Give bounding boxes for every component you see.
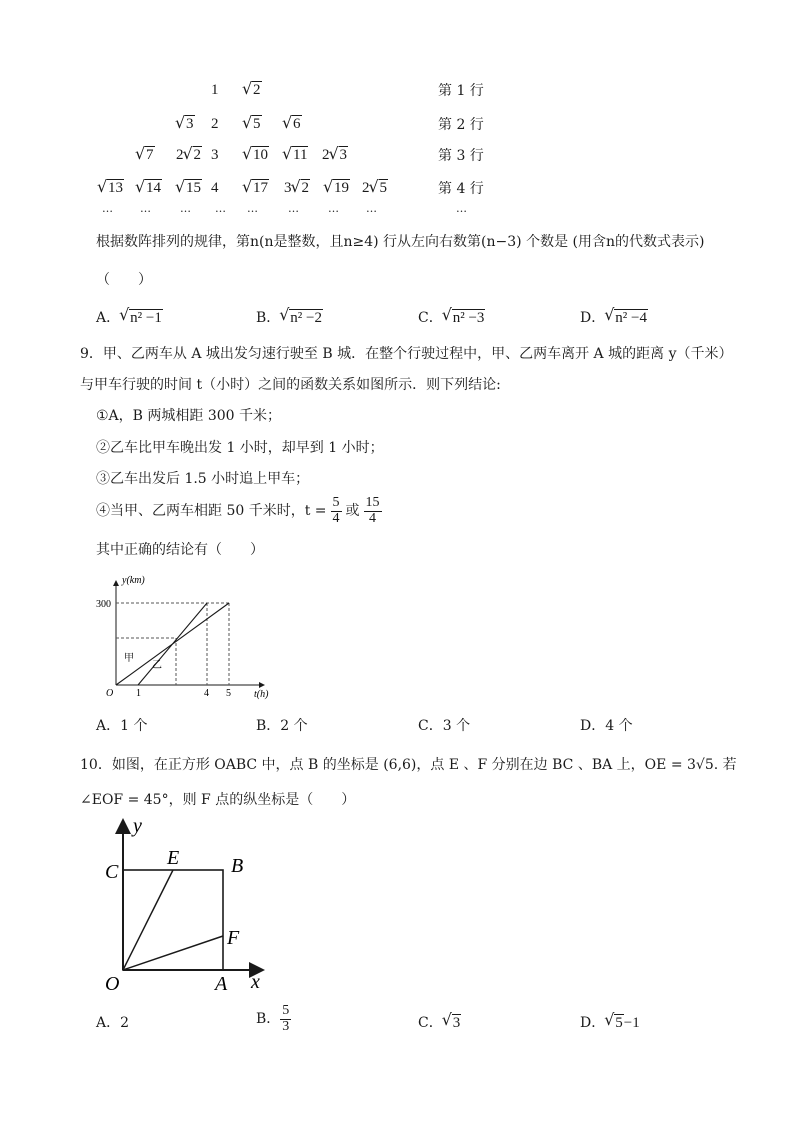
q10-stem-line2: ∠EOF = 45°，则 F 点的纵坐标是（ ） — [80, 792, 356, 808]
radicand: 3 — [339, 147, 347, 163]
matrix-ellipsis: … — [140, 202, 151, 215]
q8-option — [256, 308, 323, 328]
matrix-ellipsis: … — [180, 202, 191, 215]
frac-num: 5 — [282, 1003, 290, 1018]
radicand: 17 — [253, 180, 268, 196]
sqrt — [605, 308, 648, 328]
row-label: 第 1 行 — [438, 83, 484, 99]
line-yi — [138, 603, 207, 685]
matrix-ellipsis: … — [366, 202, 377, 215]
matrix-cell — [283, 147, 308, 164]
coefficient: 2 — [362, 180, 370, 196]
q9-or: 或 — [345, 503, 360, 520]
q9-function-graph — [94, 575, 274, 700]
q9-fraction-2 — [364, 496, 382, 526]
label-E: E — [167, 847, 180, 869]
label-B: B — [231, 855, 244, 877]
radicand: 3 — [452, 1015, 461, 1031]
q9-conclusion-1: ①A，B 两城相距 300 千米； — [96, 408, 282, 424]
matrix-cell: 4 — [211, 180, 219, 196]
matrix-ellipsis: … — [102, 202, 113, 215]
matrix-ellipsis: … — [328, 202, 339, 215]
q9-c4-text: ④当甲、乙两车相距 50 千米时，t = — [96, 503, 327, 520]
radicand: 14 — [146, 180, 161, 196]
q8-paren: （ ） — [96, 272, 152, 288]
label-x: x — [251, 971, 260, 993]
coefficient: 3 — [284, 180, 292, 196]
q10-option-d — [580, 1013, 640, 1033]
sqrt — [136, 147, 155, 164]
matrix-cell — [176, 147, 202, 164]
d-tail: −1 — [623, 1015, 640, 1031]
row-label: 第 3 行 — [438, 148, 484, 164]
matrix-cell — [176, 116, 195, 133]
q9-conclusion-4 — [96, 496, 382, 526]
radicand: 6 — [293, 116, 301, 132]
q9-stem-line2: 与甲车行驶的时间 t（小时）之间的函数关系如图所示．则下列结论: — [80, 377, 501, 393]
radicand: 2 — [193, 147, 201, 163]
option-letter: C． — [418, 310, 443, 326]
matrix-cell — [136, 147, 155, 164]
coefficient: 2 — [176, 147, 184, 163]
label-yi: 乙 — [152, 660, 162, 671]
q9-option: B．2 个 — [256, 718, 308, 734]
q9-option: A．1 个 — [96, 718, 148, 734]
option-letter: B． — [256, 1011, 281, 1028]
sqrt — [283, 147, 308, 164]
label-O: O — [105, 973, 120, 995]
sqrt — [370, 180, 389, 197]
radicand: 5 — [615, 1015, 623, 1031]
label-A: A — [215, 973, 228, 995]
matrix-cell — [362, 180, 388, 197]
matrix-cell — [136, 180, 162, 197]
square-OABC — [123, 870, 223, 970]
option-letter: C． — [418, 1015, 443, 1031]
row-label: 第 2 行 — [438, 117, 484, 133]
radicand: 11 — [293, 147, 308, 163]
matrix-cell — [98, 180, 124, 197]
y-axis-label: y(km) — [122, 575, 145, 586]
matrix-ellipsis: … — [288, 202, 299, 215]
sqrt — [243, 116, 262, 133]
option-letter: D． — [580, 310, 606, 326]
radicand: 10 — [253, 147, 268, 163]
tick-4: 4 — [204, 688, 209, 699]
tick-1: 1 — [136, 688, 141, 699]
q8-option — [96, 308, 163, 328]
matrix-ellipsis: … — [456, 202, 467, 215]
radicand: n² −1 — [130, 310, 162, 326]
frac-den: 4 — [369, 510, 377, 526]
frac-num: 5 — [332, 495, 340, 510]
sqrt — [443, 1013, 462, 1033]
sqrt — [184, 147, 203, 164]
frac-den: 4 — [332, 510, 340, 526]
label-jia: 甲 — [124, 653, 134, 664]
frac-den: 3 — [282, 1018, 290, 1034]
q9-conclusion-3: ③乙车出发后 1.5 小时追上甲车； — [96, 471, 310, 487]
label-F: F — [227, 927, 240, 949]
matrix-cell — [284, 180, 310, 197]
sqrt — [243, 82, 262, 99]
sqrt — [120, 308, 163, 328]
sqrt — [136, 180, 162, 197]
radicand: 15 — [186, 180, 201, 196]
tick-300: 300 — [96, 599, 111, 610]
radicand: 2 — [253, 82, 261, 98]
matrix-cell — [322, 147, 348, 164]
tick-5: 5 — [226, 688, 231, 699]
radicand: 5 — [253, 116, 261, 132]
radicand: n² −3 — [452, 310, 485, 326]
sqrt — [98, 180, 124, 197]
q10-option-b — [256, 1004, 291, 1034]
matrix-cell — [243, 147, 269, 164]
matrix-cell — [324, 180, 350, 197]
sqrt — [443, 308, 486, 328]
q9-fraction-1 — [331, 496, 342, 526]
sqrt — [283, 116, 302, 133]
q10-stem-line1: 10．如图，在正方形 OABC 中，点 B 的坐标是 (6,6)，点 E 、F 分别在边 BC 、BA 上，OE = 3√5. 若 — [80, 757, 737, 773]
q9-option: D．4 个 — [580, 718, 633, 734]
q9-conclusion-2: ②乙车比甲车晚出发 1 小时，却早到 1 小时； — [96, 440, 384, 456]
frac-num: 15 — [365, 495, 380, 510]
label-y: y — [133, 815, 142, 837]
radicand: 13 — [108, 180, 123, 196]
sqrt — [176, 116, 195, 133]
sqrt — [330, 147, 349, 164]
sqrt — [605, 1013, 624, 1033]
q8-option — [580, 308, 648, 328]
radicand: 3 — [186, 116, 194, 132]
q10-b-fraction — [280, 1004, 291, 1034]
sqrt — [243, 147, 269, 164]
radicand: 7 — [146, 147, 154, 163]
q10-option-a: A．2 — [96, 1015, 130, 1031]
sqrt — [292, 180, 311, 197]
q9-question: 其中正确的结论有（ ） — [96, 542, 264, 558]
sqrt — [324, 180, 350, 197]
matrix-ellipsis: … — [215, 202, 226, 215]
q9-option: C．3 个 — [418, 718, 471, 734]
q10-square-figure — [95, 812, 275, 997]
coefficient: 2 — [322, 147, 330, 163]
option-letter: B． — [256, 310, 281, 326]
origin-label: O — [106, 688, 114, 699]
q8-option — [418, 308, 485, 328]
radicand: n² −4 — [615, 310, 647, 326]
option-letter: D． — [580, 1015, 606, 1031]
radicand: 5 — [379, 180, 387, 196]
matrix-cell — [243, 116, 262, 133]
matrix-cell: 3 — [211, 147, 219, 163]
q9-stem-line1: 9．甲、乙两车从 A 城出发匀速行驶至 B 城．在整个行驶过程中，甲、乙两车离开 A 城的距离 y（千米） — [80, 346, 733, 362]
matrix-cell: 1 — [211, 82, 219, 98]
matrix-cell — [243, 82, 262, 99]
x-axis-label: t(h) — [254, 689, 269, 700]
row-label: 第 4 行 — [438, 181, 484, 197]
sqrt — [243, 180, 269, 197]
radicand: n² −2 — [290, 310, 323, 326]
matrix-cell: 2 — [211, 116, 219, 132]
sqrt — [176, 180, 202, 197]
matrix-ellipsis: … — [247, 202, 258, 215]
matrix-cell — [243, 180, 269, 197]
radicand: 19 — [334, 180, 349, 196]
label-C: C — [105, 861, 119, 883]
matrix-cell — [283, 116, 302, 133]
option-letter: A． — [96, 310, 121, 326]
sqrt — [280, 308, 323, 328]
q8-stem: 根据数阵排列的规律，第n(n是整数，且n≥4) 行从左向右数第(n−3) 个数是 (用含n的代数式表示) — [96, 234, 705, 250]
radicand: 2 — [301, 180, 309, 196]
q10-option-c — [418, 1013, 461, 1033]
matrix-cell — [176, 180, 202, 197]
